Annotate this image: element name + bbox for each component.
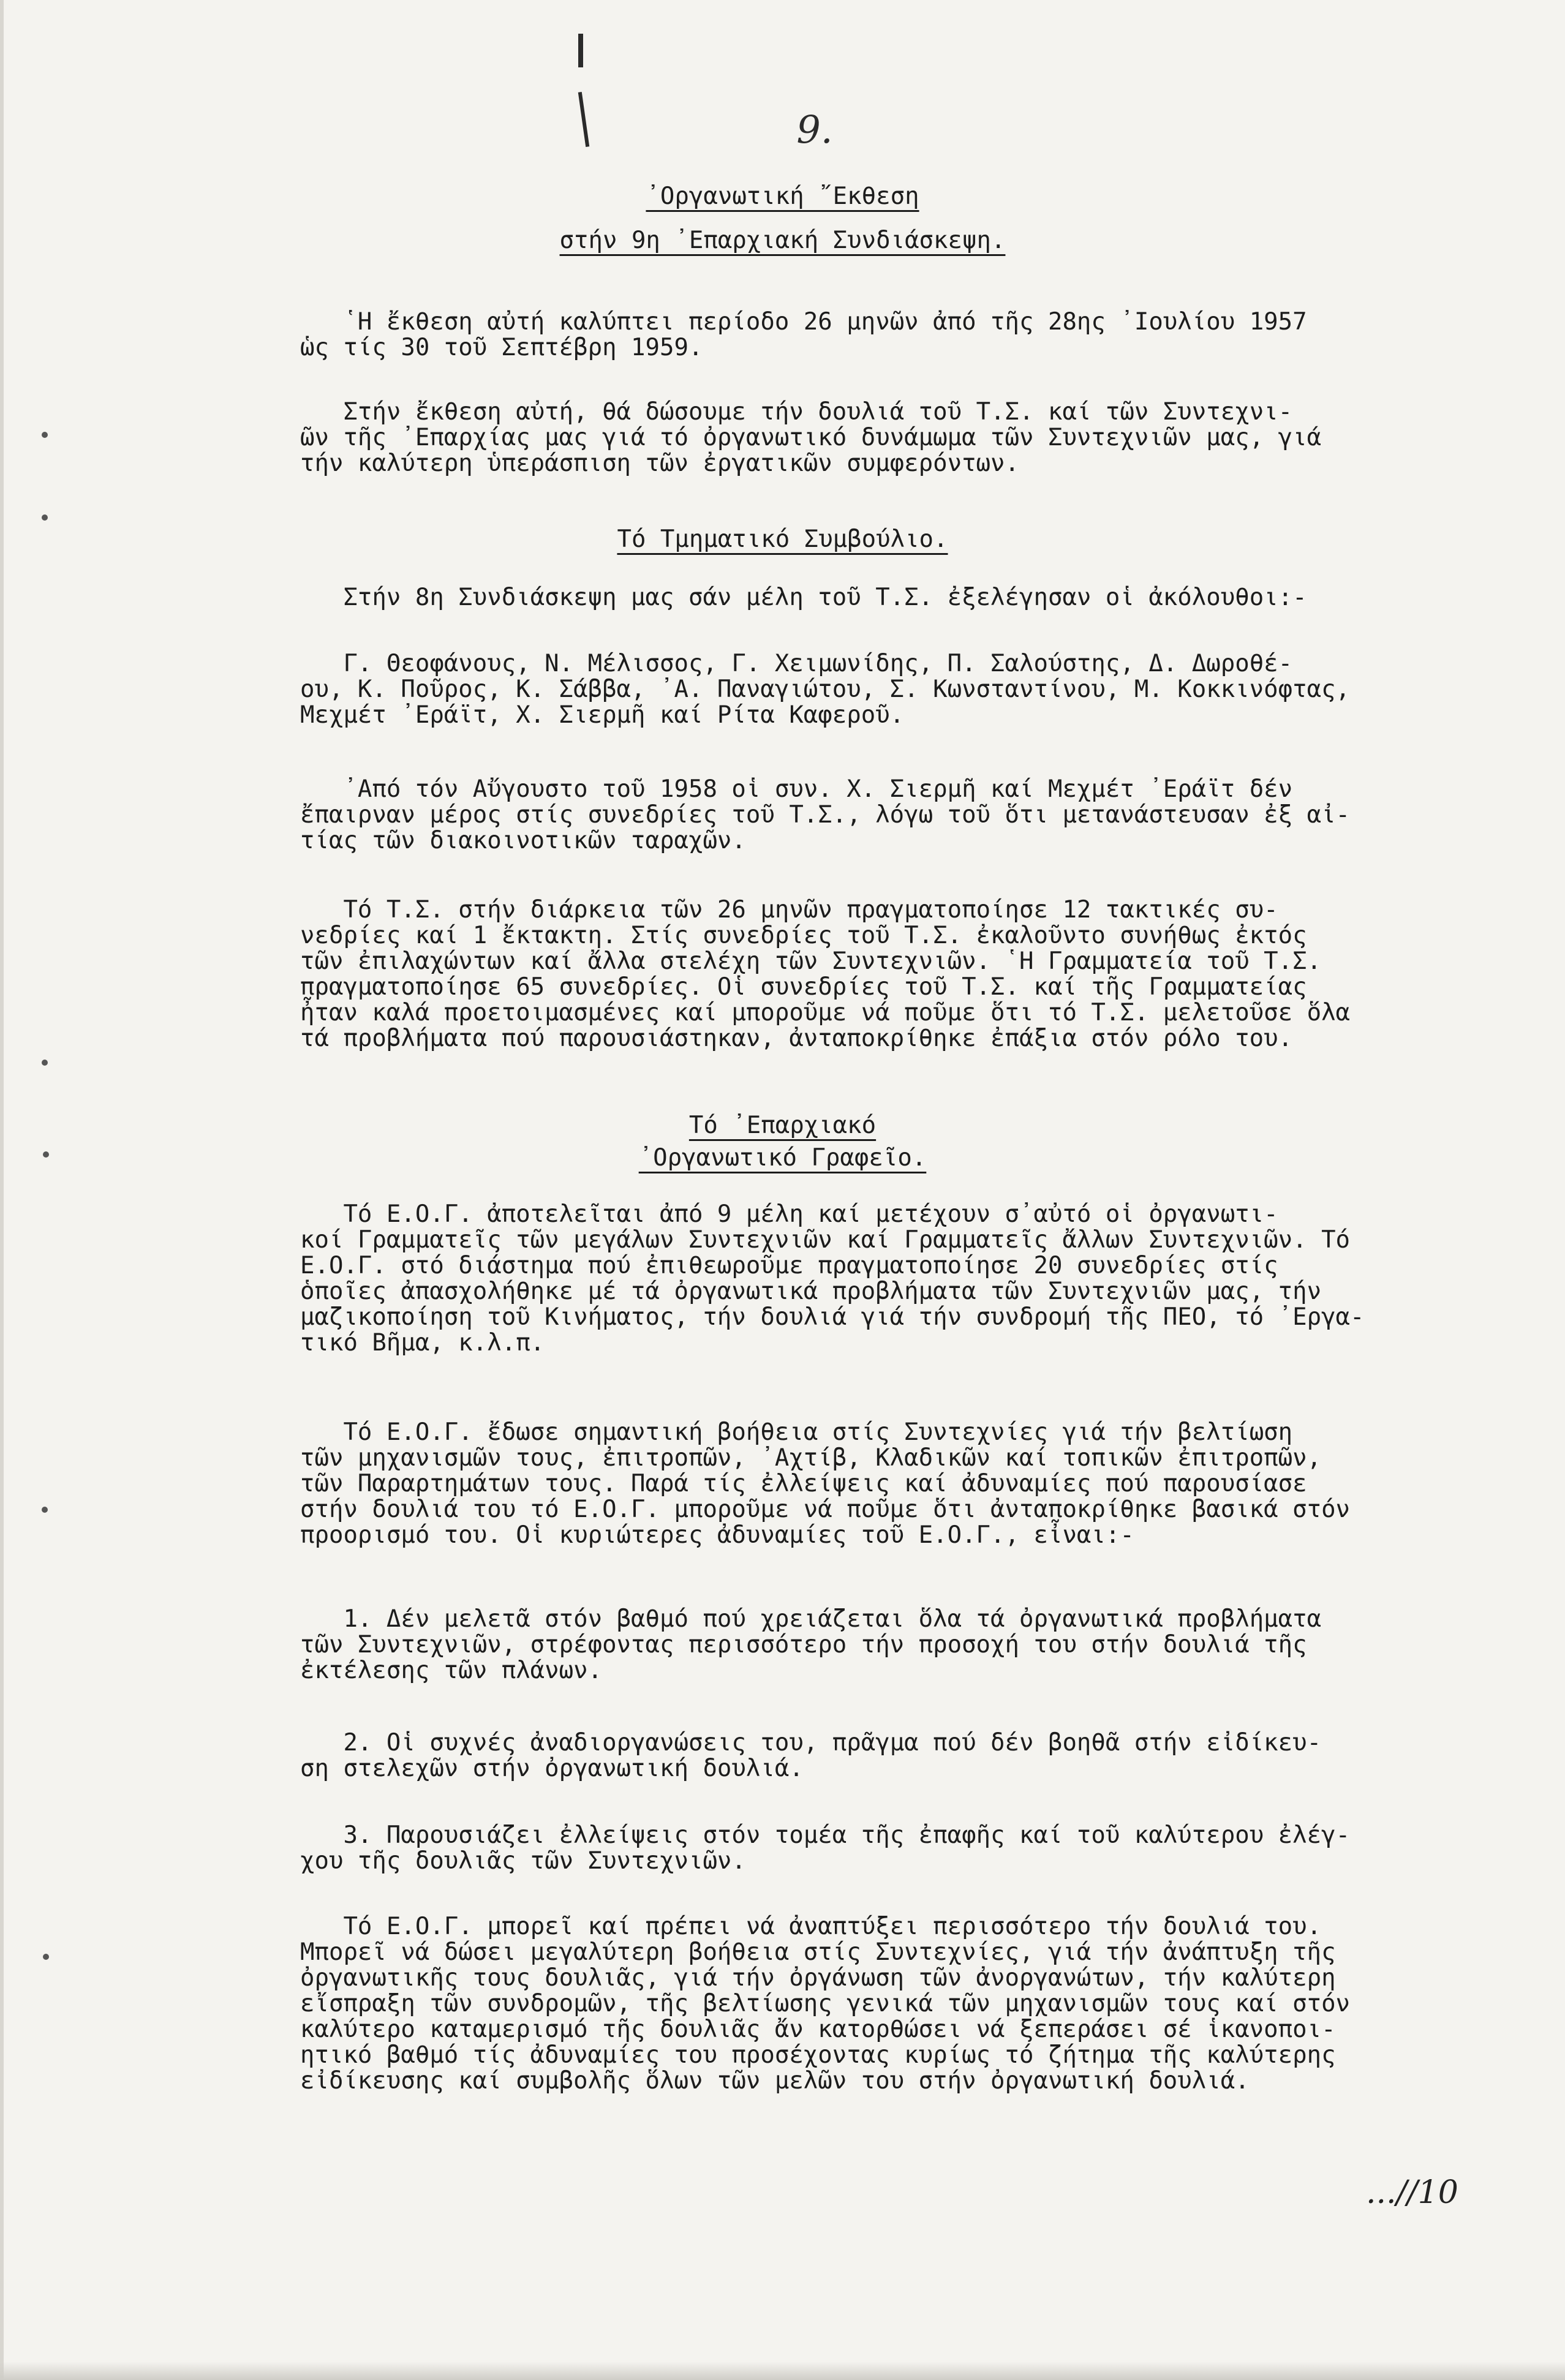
scan-bottom-edge xyxy=(0,2362,1565,2380)
margin-dot xyxy=(42,514,48,521)
paragraph: Στήν ἔκθεση αὐτή, θά δώσουμε τήν δουλιά τοῦ Τ.Σ. καί τῶν Συντεχνι- ῶν τῆς ᾽Επαρχίας μας γιά τό ὀργανωτικό δυνάμωμα τῶν Συντεχνιῶν μας, γιά τήν καλύτερη ὑπεράσπιση τῶν ἐργατικῶν συμφερόντων. xyxy=(300,398,1322,477)
paragraph: Τό Ε.Ο.Γ. μπορεῖ καί πρέπει νά ἀναπτύξει περισσότερο τήν δουλιά του. Μπορεῖ νά δώσει μεγαλύτερη βοήθεια στίς Συντεχνίες, γιά τήν ἀνάπτυξη τῆς ὀργανωτικῆς τους δουλιᾶς, γιά τήν ὀργάνωση τῶν ἀνοργανώτων, τήν καλύτερη εἴσπραξη τῶν συνδρομῶν, τῆς βελτίωσης γενικά τῶν μηχανισμῶν τους καί στόν καλύτερο καταμερισμό τῆς δουλιᾶς ἄν κατορθώσει νά ξεπεράσει σέ ἱκανοποι- ητικό βαθμό τίς ἀδυναμίες του προσέχοντας κυρίως τό ζήτημα τῆς καλύτερης εἰδίκευσης καί συμβολῆς ὅλων τῶν μελῶν του στήν ὀργανωτική δουλιά. xyxy=(300,1913,1351,2095)
margin-dot xyxy=(42,1507,48,1513)
section-heading: Τό Τμηματικό Συμβούλιο. xyxy=(617,525,948,553)
margin-dot xyxy=(43,1954,49,1960)
paragraph: Στήν 8η Συνδιάσκεψη μας σάν μέλη τοῦ Τ.Σ. ἐξελέγησαν οἱ ἀκόλουθοι:- xyxy=(300,584,1307,611)
paragraph: Γ. Θεοφάνους, Ν. Μέλισσος, Γ. Χειμωνίδης, Π. Σαλούστης, Δ. Δωροθέ- ου, Κ. Ποῦρος, Κ. Σάββα, ᾽Α. Παναγιώτου, Σ. Κωνσταντίνου, Μ. Κοκκινόφτας, Μεχμέτ ᾽Εράϊτ, Χ. Σιερμῆ καί Ρίτα Καφεροῦ. xyxy=(300,650,1351,729)
section-heading: Τό ᾽Επαρχιακό xyxy=(688,1112,877,1139)
margin-dot xyxy=(42,432,48,438)
paragraph: ᾽Από τόν Αὔγουστο τοῦ 1958 οἱ συν. Χ. Σιερμῆ καί Μεχμέτ ᾽Εράϊτ δέν ἔπαιρναν μέρος στίς συνεδρίες τοῦ Τ.Σ., λόγω τοῦ ὅτι μετανάστευσαν ἐξ αἰ- τίας τῶν διακοινοτικῶν ταραχῶν. xyxy=(300,775,1351,854)
scan-edge xyxy=(0,0,4,2380)
paragraph: Τό Τ.Σ. στήν διάρκεια τῶν 26 μηνῶν πραγματοποίησε 12 τακτικές συ- νεδρίες καί 1 ἔκτακτη. Στίς συνεδρίες τοῦ Τ.Σ. ἐκαλοῦντο συνήθως ἐκτός τῶν ἐπιλαχώντων καί ἄλλα στελέχη τῶν Συντεχνιῶν. ῾Η Γραμματεία τοῦ Τ.Σ. πραγματοποίησε 65 συνεδρίες. Οἱ συνεδρίες τοῦ Τ.Σ. καί τῆς Γραμματείας ἦταν καλά προετοιμασμένες καί μποροῦμε νά ποῦμε ὅτι τό Τ.Σ. μελετοῦσε ὅλα τά προβλήματα πού παρουσιάστηκαν, ἀνταποκρίθηκε ἐπάξια στόν ρόλο του. xyxy=(300,896,1351,1052)
list-item: 2. Οἱ συχνές ἀναδιοργανώσεις του, πρᾶγμα πού δέν βοηθᾶ στήν εἰδίκευ- ση στελεχῶν στήν ὀργανωτική δουλιά. xyxy=(300,1729,1322,1782)
paragraph: Τό Ε.Ο.Γ. ἀποτελεῖται ἀπό 9 μέλη καί μετέχουν σ᾽αὐτό οἱ ὀργανωτι- κοί Γραμματεῖς τῶν μεγάλων Συντεχνιῶν καί Γραμματεῖς ἄλλων Συντεχνιῶν. Τό Ε.Ο.Γ. στό διάστημα πού ἐπιθεωροῦμε πραγματοποίησε 20 συνεδρίες στίς ὁποῖες ἀπασχολήθηκε μέ τά ὀργανωτικά προβλήματα τῶν Συντεχνιῶν μας, τήν μαζικοποίηση τοῦ Κινήματος, τήν δουλιά γιά τήν συνδρομή τῆς ΠΕΟ, τό ᾽Εργα- τικό Βῆμα, κ.λ.π. xyxy=(300,1200,1365,1357)
paragraph: ῾Η ἔκθεση αὐτή καλύπτει περίοδο 26 μηνῶν ἀπό τῆς 28ης ᾽Ιουλίου 1957 ὡς τίς 30 τοῦ Σεπτέβρη 1959. xyxy=(300,308,1307,361)
continuation-reference: ...//10 xyxy=(1366,2174,1458,2211)
list-item: 1. Δέν μελετᾶ στόν βαθμό πού χρειάζεται ὅλα τά ὀργανωτικά προβλήματα τῶν Συντεχνιῶν, στρέφοντας περισσότερο τήν προσοχή του στήν δουλιά τῆς ἐκτέλεσης τῶν πλάνων. xyxy=(300,1605,1322,1684)
scan-mark xyxy=(578,92,589,147)
paragraph: Τό Ε.Ο.Γ. ἔδωσε σημαντική βοήθεια στίς Συντεχνίες γιά τήν βελτίωση τῶν μηχανισμῶν τους, ἐπιτροπῶν, ᾽Αχτίβ, Κλαδικῶν καί τοπικῶν ἐπιτροπῶν, τῶν Παραρτημάτων τους. Παρά τίς ἐλλείψεις καί ἀδυναμίες πού παρουσίασε στήν δουλιά του τό Ε.Ο.Γ. μποροῦμε νά ποῦμε ὅτι ἀνταποκρίθηκε βασικά στόν προορισμό του. Οἱ κυριώτερες ἀδυναμίες τοῦ Ε.Ο.Γ., εἶναι:- xyxy=(300,1418,1351,1549)
page-number: 9. xyxy=(796,107,833,152)
report-subtitle: στήν 9η ᾽Επαρχιακή Συνδιάσκεψη. xyxy=(559,227,1006,254)
list-item: 3. Παρουσιάζει ἐλλείψεις στόν τομέα τῆς ἐπαφῆς καί τοῦ καλύτερου ἐλέγ- χου τῆς δουλιᾶς τῶν Συντεχνιῶν. xyxy=(300,1821,1351,1875)
section-heading: ᾽Οργανωτικό Γραφεῖο. xyxy=(638,1144,927,1172)
scan-mark xyxy=(578,34,583,67)
margin-dot xyxy=(42,1060,48,1066)
report-title: ᾽Οργανωτική ῎Εκθεση xyxy=(646,183,919,210)
